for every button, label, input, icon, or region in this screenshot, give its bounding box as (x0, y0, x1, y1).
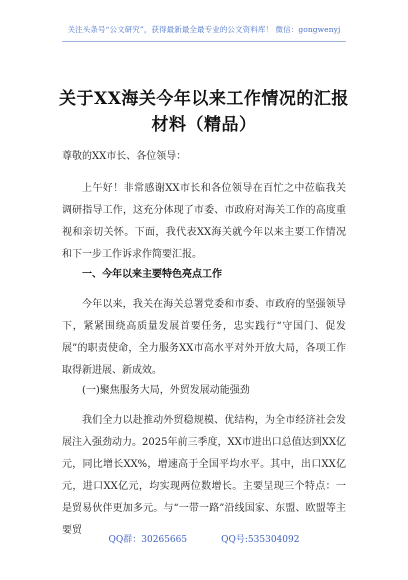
document-title: 关于XX海关今年以来工作情况的汇报材料（精品） (59, 89, 349, 135)
header-divider (62, 41, 346, 42)
paragraph-subsection-1: 我们全力以赴推动外贸稳规模、优结构，为全市经济社会发展注入强劲动力。2025年前三季度，XX市进出口总值达到XX亿元，同比增长XX%，增速高于全国平均水平。其中，出口XX亿元，进口XX亿元，均实现两位数增长。主要呈现三个特点：一是贸易伙伴更加多元。与“一带一路”沿线国家、东盟、欧盟等主要贸 (62, 415, 346, 536)
paragraph-section-1: 今年以来，我关在海关总署党委和市委、市政府的坚强领导下，紧紧围绕高质量发展首要任务，忠实践行“守国门、促发展”的职责使命，全力服务XX市高水平对外开放大局，各项工作取得新进展、新成效。 (62, 299, 346, 376)
subsection-heading-1: (一)聚焦服务大局，外贸发展动能强劲 (82, 385, 250, 396)
salutation: 尊敬的XX市长、各位领导： (62, 151, 187, 162)
footer-contact (0, 532, 408, 545)
paragraph-opening: 上午好！非常感谢XX市长和各位领导在百忙之中莅临我关调研指导工作，这充分体现了市委、市政府对海关工作的高度重视和亲切关怀。下面，我代表XX海关就今年以来主要工作情况和下一步工作诉求作简要汇报。 (62, 183, 346, 260)
header-promo-note: 关注头条号“公文研究”，获得最新最全最专业的公文资料库！ 微信：gongwenyj (67, 25, 341, 34)
footer-qq-group: QQ群：30265665 (108, 535, 188, 545)
footer-qq-number: QQ号:535304092 (221, 535, 300, 545)
section-heading-1: 一、今年以来主要特色亮点工作 (82, 269, 222, 280)
